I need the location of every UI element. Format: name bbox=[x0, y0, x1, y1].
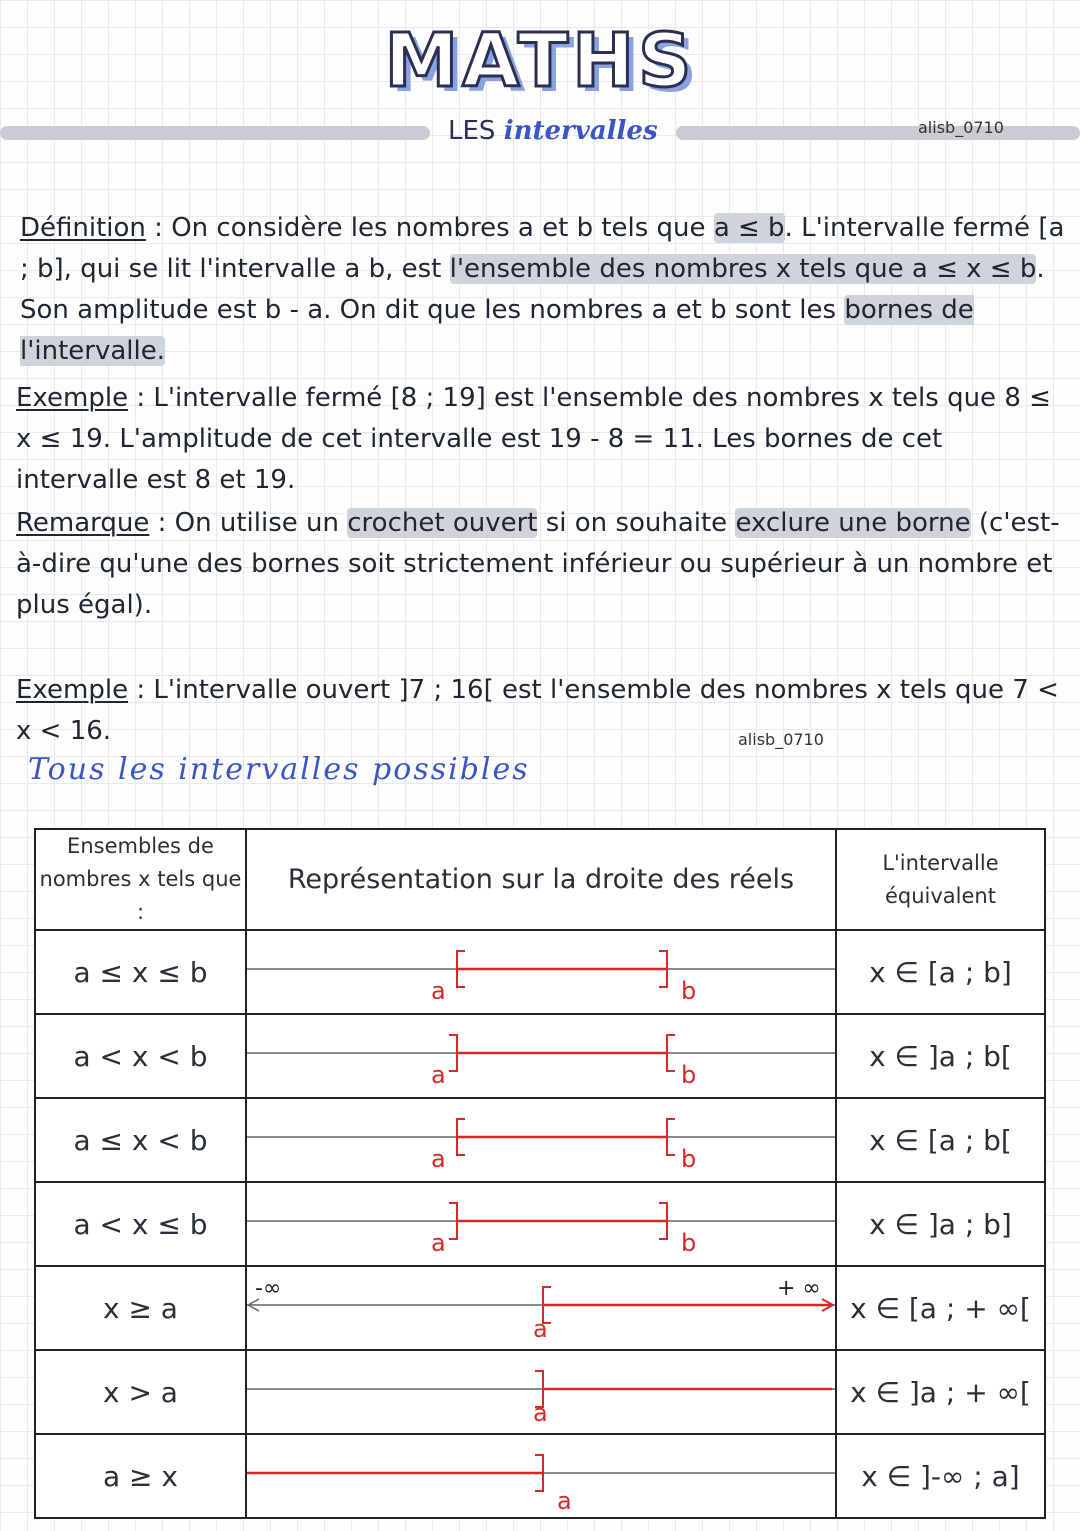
bound-b-label: b bbox=[680, 977, 697, 1005]
remark-paragraph: Remarque : On utilise un crochet ouvert si on souhaite exclure une borne (c'est-à-dire qu'une des bornes soit strictement inférieur ou supérieur à un nombre et plus égal). bbox=[16, 508, 1060, 620]
table-row bbox=[35, 1350, 1045, 1434]
row-interval bbox=[836, 930, 1045, 1014]
subtitle-plain: LES bbox=[448, 116, 496, 146]
bound-b-label: b bbox=[680, 1061, 697, 1089]
row-set-text: x > a bbox=[102, 1375, 178, 1409]
remark-highlight-1: crochet ouvert bbox=[347, 508, 538, 538]
row-number-line bbox=[246, 1182, 836, 1266]
header-interval-line-1: L'intervalle bbox=[882, 850, 999, 875]
definition-label: Définition bbox=[20, 213, 146, 243]
header-interval-line-2: équivalent bbox=[884, 883, 996, 908]
number-line bbox=[247, 1351, 835, 1433]
table-row bbox=[35, 1266, 1045, 1350]
row-set bbox=[35, 1014, 246, 1098]
row-interval-text: x ∈ ]a ; b[ bbox=[869, 1039, 1012, 1073]
definition-text-1: On considère les nombres a et b tels que bbox=[171, 213, 714, 243]
header-divider-right bbox=[676, 126, 1080, 140]
definition-highlight-3: bornes de l'intervalle. bbox=[20, 295, 974, 366]
row-interval-text: x ∈ [a ; + ∞[ bbox=[850, 1291, 1031, 1325]
author-handle-2: alisb_0710 bbox=[738, 730, 824, 749]
row-set-text: x ≥ a bbox=[102, 1291, 178, 1325]
subtitle-styled: intervalles bbox=[503, 116, 658, 146]
bound-a-label: a bbox=[556, 1487, 572, 1515]
row-number-line bbox=[246, 1266, 836, 1350]
row-number-line bbox=[246, 930, 836, 1014]
row-set-text: a < x ≤ b bbox=[73, 1207, 208, 1241]
definition-text-2: . L'intervalle fermé [a ; b], qui se lit l'intervalle a b, est bbox=[20, 213, 1065, 284]
definition-text-3: . Son amplitude est b - a. On dit que les nombres a et b sont les bbox=[20, 254, 1045, 325]
header-sets-line-1: Ensembles de bbox=[67, 834, 214, 858]
remark-text-3: (c'est-à-dire qu'une des bornes soit strictement inférieur ou supérieur à un nombre et plus égal). bbox=[16, 508, 1060, 620]
row-interval bbox=[836, 1014, 1045, 1098]
row-set bbox=[35, 1182, 246, 1266]
intervals-table bbox=[34, 828, 1046, 1519]
row-set bbox=[35, 1266, 246, 1350]
remark-label: Remarque bbox=[16, 508, 150, 538]
row-number-line bbox=[246, 1014, 836, 1098]
author-handle: alisb_0710 bbox=[918, 118, 1004, 137]
bound-a-label: a bbox=[430, 1061, 446, 1089]
row-interval-text: x ∈ ]-∞ ; a] bbox=[861, 1459, 1020, 1493]
row-interval bbox=[836, 1098, 1045, 1182]
remark-text-1: On utilise un bbox=[174, 508, 348, 538]
row-number-line bbox=[246, 1098, 836, 1182]
bound-b-label: b bbox=[680, 1229, 697, 1257]
table-row bbox=[35, 1098, 1045, 1182]
row-set bbox=[35, 1098, 246, 1182]
row-interval bbox=[836, 1266, 1045, 1350]
neg-infinity-label: -∞ bbox=[254, 1276, 282, 1301]
bound-a-label: a bbox=[430, 1145, 446, 1173]
row-interval-text: x ∈ [a ; b[ bbox=[869, 1123, 1012, 1157]
bound-b-label: b bbox=[680, 1145, 697, 1173]
definition-paragraph: Définition : On considère les nombres a et b tels que a ≤ b. L'intervalle fermé [a ; b], qui se lit l'intervalle a b, est l'ensemble des nombres x tels que a ≤ x ≤ b. Son amplitude est b - a. On dit que les nombres a et b sont les bornes de l'intervalle. bbox=[20, 213, 1065, 366]
example-2-paragraph: Exemple : L'intervalle ouvert ]7 ; 16[ est l'ensemble des nombres x tels que 7 < x < 16. bbox=[16, 675, 1059, 746]
row-set bbox=[35, 1350, 246, 1434]
section-title: Tous les intervalles possibles bbox=[28, 752, 530, 787]
table-body bbox=[35, 930, 1045, 1518]
remark-text-2: si on souhaite bbox=[537, 508, 736, 538]
bound-a-label: a bbox=[430, 1229, 446, 1257]
header-divider-left bbox=[0, 126, 430, 140]
number-line bbox=[247, 1267, 835, 1349]
definition-highlight-2: l'ensemble des nombres x tels que a ≤ x ≤ b bbox=[449, 254, 1037, 284]
bound-a-label: a bbox=[532, 1315, 548, 1343]
header-sets bbox=[35, 829, 246, 930]
row-interval bbox=[836, 1434, 1045, 1518]
row-interval bbox=[836, 1182, 1045, 1266]
row-interval-text: x ∈ ]a ; b] bbox=[869, 1207, 1012, 1241]
table-row bbox=[35, 1182, 1045, 1266]
header-representation: Représentation sur la droite des réels bbox=[246, 829, 836, 930]
page-title: MATHS bbox=[384, 18, 696, 104]
row-number-line bbox=[246, 1434, 836, 1518]
number-line bbox=[247, 1015, 835, 1097]
row-set-text: a ≤ x < b bbox=[73, 1123, 208, 1157]
row-number-line bbox=[246, 1350, 836, 1434]
example-1-text: L'intervalle fermé [8 ; 19] est l'ensemble des nombres x tels que 8 ≤ x ≤ 19. L'amplitude de cet intervalle est 19 - 8 = 11. Les bornes de cet intervalle est 8 et 19. bbox=[16, 383, 1051, 495]
example-2-label: Exemple bbox=[16, 675, 129, 705]
pos-infinity-label: + ∞ bbox=[776, 1276, 821, 1301]
number-line bbox=[247, 1099, 835, 1181]
number-line bbox=[247, 931, 835, 1013]
example-2-text: L'intervalle ouvert ]7 ; 16[ est l'ensemble des nombres x tels que 7 < x < 16. bbox=[16, 675, 1059, 746]
page-subtitle bbox=[448, 116, 658, 146]
row-interval-text: x ∈ [a ; b] bbox=[869, 955, 1012, 989]
row-interval-text: x ∈ ]a ; + ∞[ bbox=[850, 1375, 1031, 1409]
row-set-text: a ≥ x bbox=[102, 1459, 178, 1493]
table-row bbox=[35, 930, 1045, 1014]
row-interval bbox=[836, 1350, 1045, 1434]
table-row bbox=[35, 1014, 1045, 1098]
header-interval bbox=[836, 829, 1045, 930]
row-set bbox=[35, 1434, 246, 1518]
bound-a-label: a bbox=[532, 1399, 548, 1427]
remark-highlight-2: exclure une borne bbox=[735, 508, 971, 538]
number-line bbox=[247, 1183, 835, 1265]
example-1-paragraph: Exemple : L'intervalle fermé [8 ; 19] est l'ensemble des nombres x tels que 8 ≤ x ≤ 19. L'amplitude de cet intervalle est 19 - 8 = 11. Les bornes de cet intervalle est 8 et 19. bbox=[16, 383, 1051, 495]
row-set bbox=[35, 930, 246, 1014]
number-line bbox=[247, 1435, 835, 1517]
definition-highlight-1: a ≤ b bbox=[713, 213, 785, 243]
row-set-text: a ≤ x ≤ b bbox=[73, 955, 208, 989]
table-header-row bbox=[35, 829, 1045, 930]
row-set-text: a < x < b bbox=[73, 1039, 208, 1073]
bound-a-label: a bbox=[430, 977, 446, 1005]
table-row bbox=[35, 1434, 1045, 1518]
example-1-label: Exemple bbox=[16, 383, 129, 413]
header-sets-line-2: nombres x tels que : bbox=[39, 867, 242, 924]
